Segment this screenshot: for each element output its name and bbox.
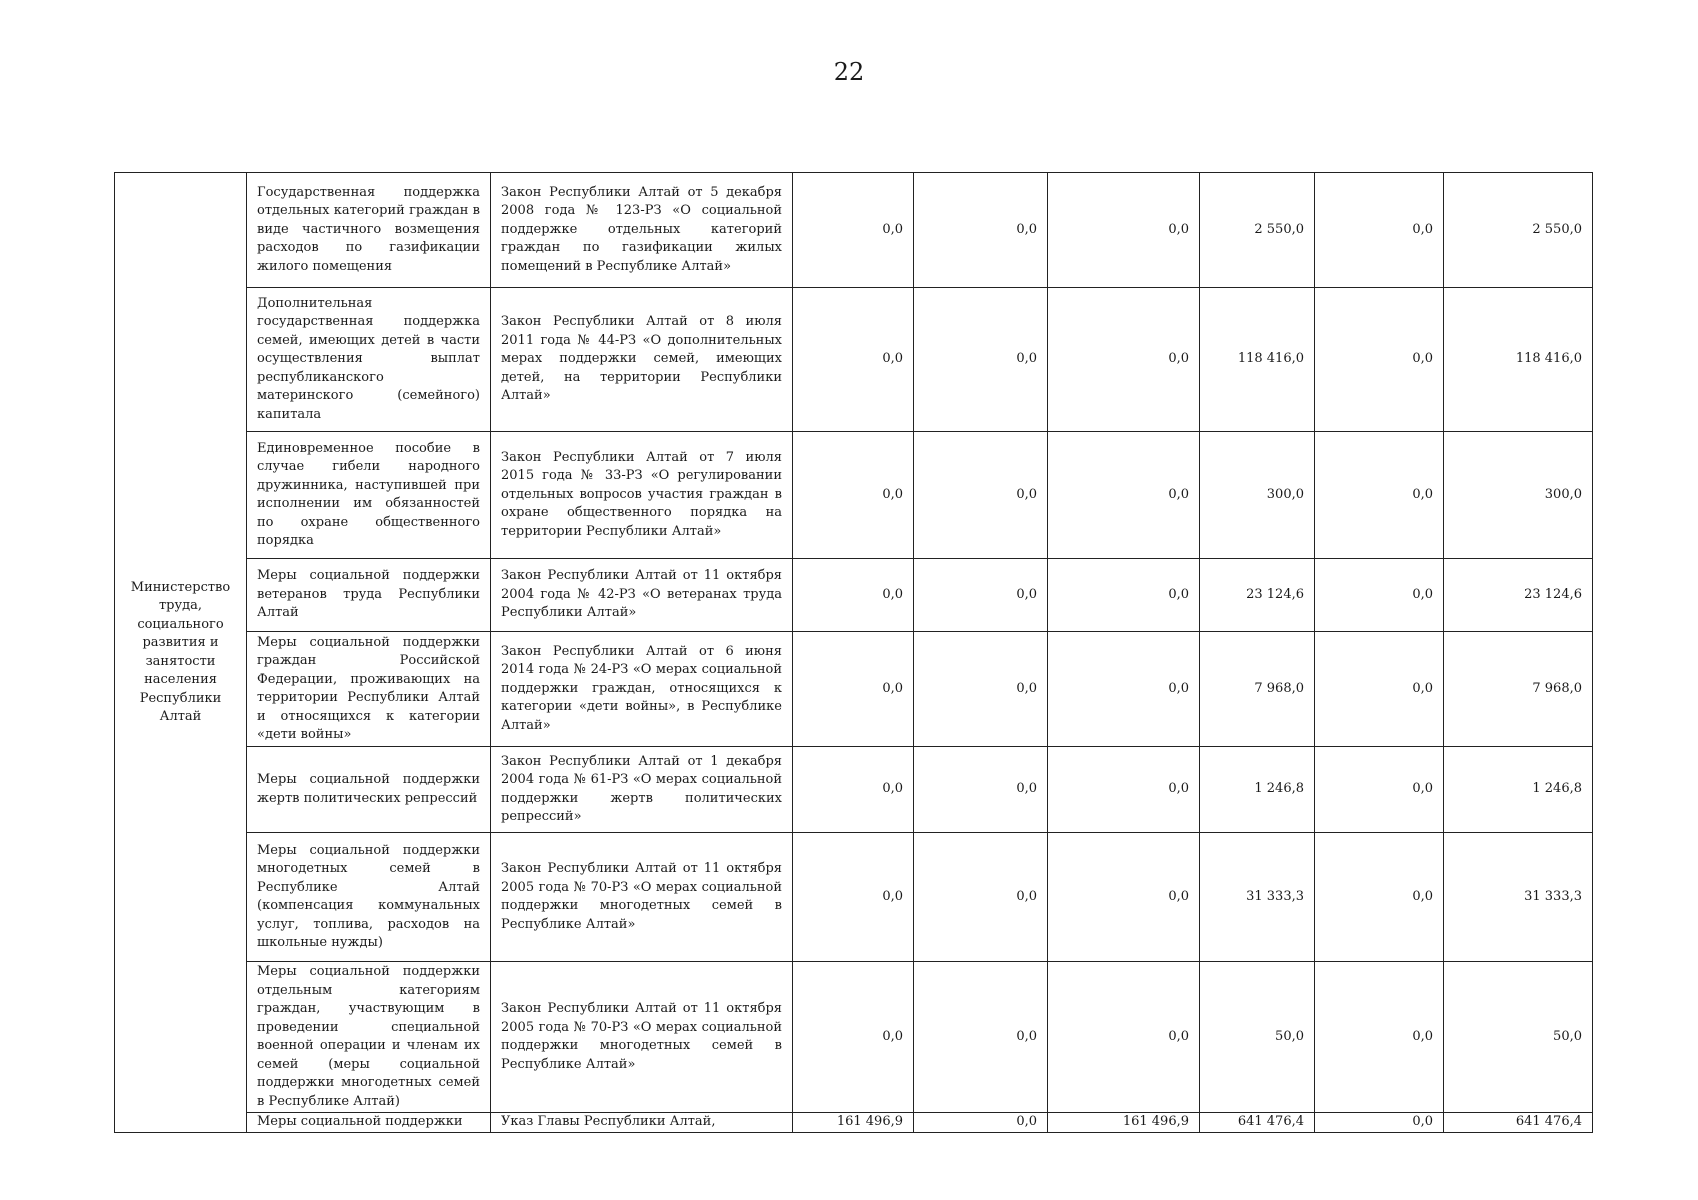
measure-cell: Государственная поддержка отдельных категорий граждан в виде частичного возмещения расходов по газификации жилого помещения xyxy=(247,173,491,288)
law-cell: Закон Республики Алтай от 5 декабря 2008 года № 123-РЗ «О социальной поддержке отдельных категорий граждан по газификации жилых помещений в Республике Алтай» xyxy=(491,173,793,288)
value-cell: 0,0 xyxy=(1048,288,1200,432)
value-cell: 0,0 xyxy=(1048,432,1200,559)
table-row xyxy=(115,962,1593,1113)
value-cell: 0,0 xyxy=(1315,632,1444,747)
value-cell: 0,0 xyxy=(914,288,1048,432)
value-cell: 118 416,0 xyxy=(1200,288,1315,432)
value-cell: 23 124,6 xyxy=(1200,559,1315,632)
value-cell: 0,0 xyxy=(793,288,914,432)
value-cell: 161 496,9 xyxy=(1048,1113,1200,1133)
law-cell: Закон Республики Алтай от 11 октября 2005 года № 70-РЗ «О мерах социальной поддержки многодетных семей в Республике Алтай» xyxy=(491,962,793,1113)
value-cell: 0,0 xyxy=(1315,173,1444,288)
law-cell: Закон Республики Алтай от 11 октября 2005 года № 70-РЗ «О мерах социальной поддержки многодетных семей в Республике Алтай» xyxy=(491,833,793,962)
value-cell: 2 550,0 xyxy=(1444,173,1593,288)
value-cell: 0,0 xyxy=(793,962,914,1113)
value-cell: 0,0 xyxy=(793,173,914,288)
value-cell: 50,0 xyxy=(1200,962,1315,1113)
measure-cell: Меры социальной поддержки жертв политических репрессий xyxy=(247,747,491,833)
value-cell: 0,0 xyxy=(793,747,914,833)
table-row xyxy=(115,833,1593,962)
value-cell: 0,0 xyxy=(1315,559,1444,632)
value-cell: 0,0 xyxy=(1048,632,1200,747)
law-cell: Указ Главы Республики Алтай, xyxy=(491,1113,793,1133)
table-row xyxy=(115,173,1593,288)
value-cell: 0,0 xyxy=(1315,962,1444,1113)
value-cell: 0,0 xyxy=(793,432,914,559)
measure-cell: Единовременное пособие в случае гибели народного дружинника, наступившей при исполнении им обязанностей по охране общественного порядка xyxy=(247,432,491,559)
table-row xyxy=(115,559,1593,632)
value-cell: 31 333,3 xyxy=(1444,833,1593,962)
table-row xyxy=(115,288,1593,432)
value-cell: 0,0 xyxy=(1315,1113,1444,1133)
table-row xyxy=(115,747,1593,833)
value-cell: 0,0 xyxy=(793,632,914,747)
value-cell: 0,0 xyxy=(1315,432,1444,559)
value-cell: 0,0 xyxy=(1048,962,1200,1113)
value-cell: 641 476,4 xyxy=(1444,1113,1593,1133)
value-cell: 300,0 xyxy=(1200,432,1315,559)
value-cell: 0,0 xyxy=(914,1113,1048,1133)
value-cell: 0,0 xyxy=(1315,288,1444,432)
value-cell: 7 968,0 xyxy=(1444,632,1593,747)
value-cell: 161 496,9 xyxy=(793,1113,914,1133)
value-cell: 0,0 xyxy=(793,833,914,962)
law-cell: Закон Республики Алтай от 1 декабря 2004 года № 61-РЗ «О мерах социальной поддержки жертв политических репрессий» xyxy=(491,747,793,833)
value-cell: 0,0 xyxy=(1048,559,1200,632)
value-cell: 1 246,8 xyxy=(1200,747,1315,833)
table-row xyxy=(115,632,1593,747)
value-cell: 300,0 xyxy=(1444,432,1593,559)
value-cell: 0,0 xyxy=(914,432,1048,559)
value-cell: 0,0 xyxy=(1315,833,1444,962)
value-cell: 23 124,6 xyxy=(1444,559,1593,632)
table-row xyxy=(115,1113,1593,1133)
value-cell: 0,0 xyxy=(914,747,1048,833)
value-cell: 0,0 xyxy=(914,962,1048,1113)
value-cell: 31 333,3 xyxy=(1200,833,1315,962)
law-cell: Закон Республики Алтай от 6 июня 2014 года № 24-РЗ «О мерах социальной поддержки граждан, относящихся к категории «дети войны», в Республике Алтай» xyxy=(491,632,793,747)
law-cell: Закон Республики Алтай от 11 октября 2004 года № 42-РЗ «О ветеранах труда Республики Алтай» xyxy=(491,559,793,632)
value-cell: 0,0 xyxy=(1048,747,1200,833)
measure-cell: Меры социальной поддержки граждан Российской Федерации, проживающих на территории Республики Алтай и относящихся к категории «дети войны» xyxy=(247,632,491,747)
measure-cell: Меры социальной поддержки xyxy=(247,1113,491,1133)
value-cell: 0,0 xyxy=(793,559,914,632)
measure-cell: Меры социальной поддержки отдельным категориям граждан, участвующим в проведении специальной военной операции и членам их семей (меры социальной поддержки многодетных семей в Республике Алтай) xyxy=(247,962,491,1113)
value-cell: 118 416,0 xyxy=(1444,288,1593,432)
measure-cell: Дополнительная государственная поддержка семей, имеющих детей в части осуществления выплат республиканского материнского (семейного) капитала xyxy=(247,288,491,432)
value-cell: 0,0 xyxy=(1048,833,1200,962)
ministry-cell: Министерство труда, социального развития и занятости населения Республики Алтай xyxy=(115,173,247,1133)
measure-cell: Меры социальной поддержки ветеранов труда Республики Алтай xyxy=(247,559,491,632)
law-cell: Закон Республики Алтай от 8 июля 2011 года № 44-РЗ «О дополнительных мерах поддержки семей, имеющих детей, на территории Республики Алтай» xyxy=(491,288,793,432)
value-cell: 7 968,0 xyxy=(1200,632,1315,747)
value-cell: 50,0 xyxy=(1444,962,1593,1113)
value-cell: 0,0 xyxy=(914,632,1048,747)
measure-cell: Меры социальной поддержки многодетных семей в Республике Алтай (компенсация коммунальных услуг, топлива, расходов на школьные нужды) xyxy=(247,833,491,962)
value-cell: 641 476,4 xyxy=(1200,1113,1315,1133)
value-cell: 0,0 xyxy=(914,833,1048,962)
value-cell: 2 550,0 xyxy=(1200,173,1315,288)
budget-table xyxy=(114,172,1593,1133)
value-cell: 0,0 xyxy=(914,559,1048,632)
value-cell: 1 246,8 xyxy=(1444,747,1593,833)
value-cell: 0,0 xyxy=(914,173,1048,288)
value-cell: 0,0 xyxy=(1315,747,1444,833)
law-cell: Закон Республики Алтай от 7 июля 2015 года № 33-РЗ «О регулировании отдельных вопросов участия граждан в охране общественного порядка на территории Республики Алтай» xyxy=(491,432,793,559)
page-number: 22 xyxy=(833,58,865,86)
table-row xyxy=(115,432,1593,559)
value-cell: 0,0 xyxy=(1048,173,1200,288)
